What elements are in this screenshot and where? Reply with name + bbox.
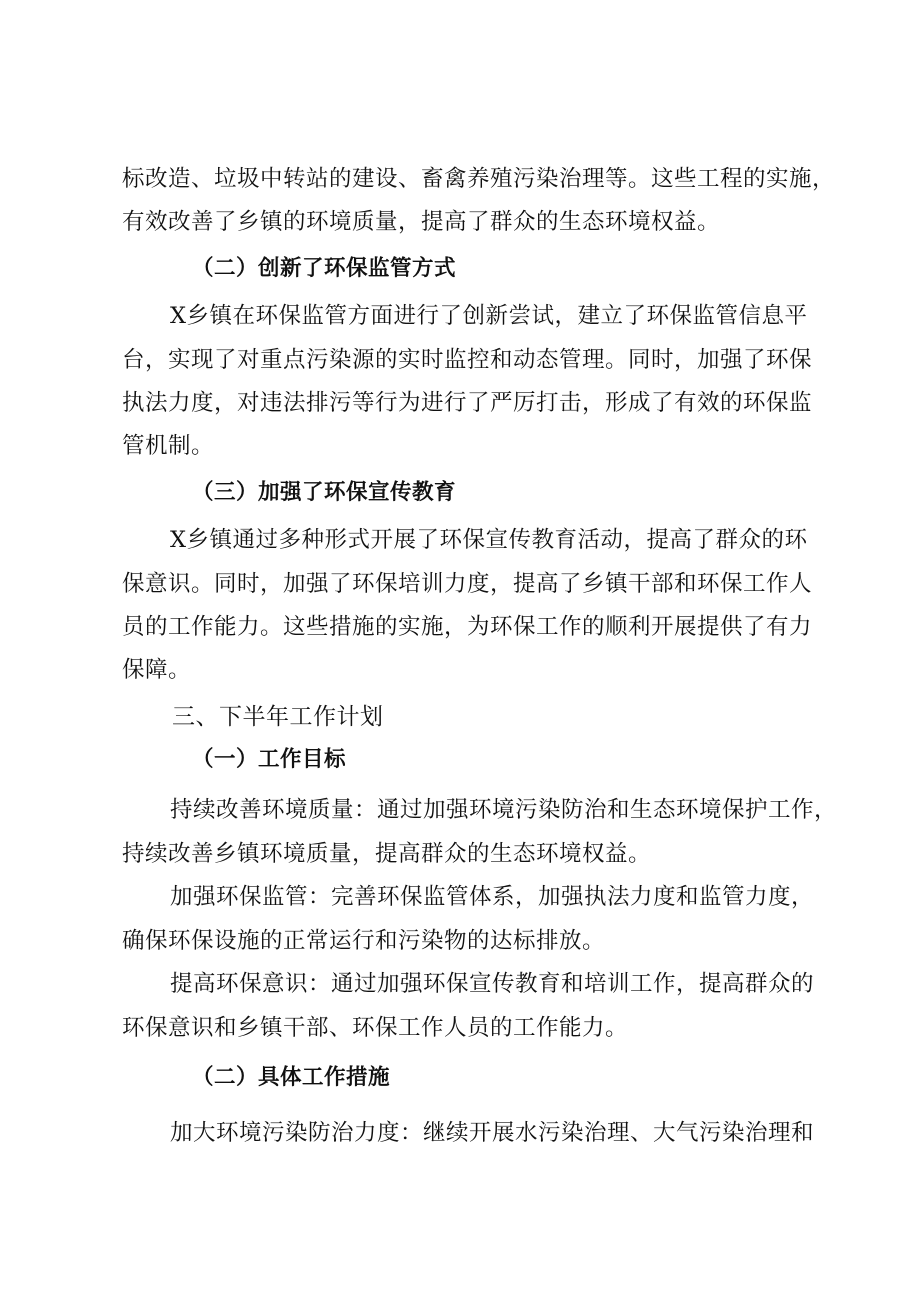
paragraph-line: 加大环境污染防治力度：继续开展水污染治理、大气污染治理和 <box>170 1120 815 1146</box>
paragraph-line: 标改造、垃圾中转站的建设、畜禽养殖污染治理等。这些工程的实施， <box>122 166 836 192</box>
paragraph-line: 加强环保监管：完善环保监管体系，加强执法力度和监管力度， <box>170 884 815 910</box>
paragraph-line: 台，实现了对重点污染源的实时监控和动态管理。同时，加强了环保 <box>122 347 813 373</box>
paragraph-line: 保障。 <box>122 657 192 683</box>
subheading-education: （三）加强了环保宣传教育 <box>192 480 457 505</box>
subheading-goals: （一）工作目标 <box>192 747 347 772</box>
subheading-innovate-supervision: （二）创新了环保监管方式 <box>192 256 457 281</box>
paragraph-line: X乡镇在环保监管方面进行了创新尝试，建立了环保监管信息平 <box>170 303 808 329</box>
paragraph-line: 提高环保意识：通过加强环保宣传教育和培训工作，提高群众的 <box>170 971 815 997</box>
paragraph-line: X乡镇通过多种形式开展了环保宣传教育活动，提高了群众的环 <box>170 527 808 553</box>
paragraph-line: 保意识。同时，加强了环保培训力度，提高了乡镇干部和环保工作人 <box>122 571 813 597</box>
paragraph-line: 确保环保设施的正常运行和污染物的达标排放。 <box>122 928 606 954</box>
paragraph-line: 员的工作能力。这些措施的实施，为环保工作的顺利开展提供了有力 <box>122 614 813 640</box>
paragraph-line: 环保意识和乡镇干部、环保工作人员的工作能力。 <box>122 1015 629 1041</box>
paragraph-line: 持续改善乡镇环境质量，提高群众的生态环境权益。 <box>122 841 652 867</box>
section-heading-plan: 三、下半年工作计划 <box>172 704 384 730</box>
subheading-measures: （二）具体工作措施 <box>192 1065 391 1090</box>
paragraph-line: 有效改善了乡镇的环境质量，提高了群众的生态环境权益。 <box>122 209 721 235</box>
paragraph-line: 执法力度，对违法排污等行为进行了严厉打击，形成了有效的环保监 <box>122 390 813 416</box>
paragraph-line: 持续改善环境质量：通过加强环境污染防治和生态环境保护工作， <box>170 797 838 823</box>
paragraph-line: 管机制。 <box>122 433 215 459</box>
